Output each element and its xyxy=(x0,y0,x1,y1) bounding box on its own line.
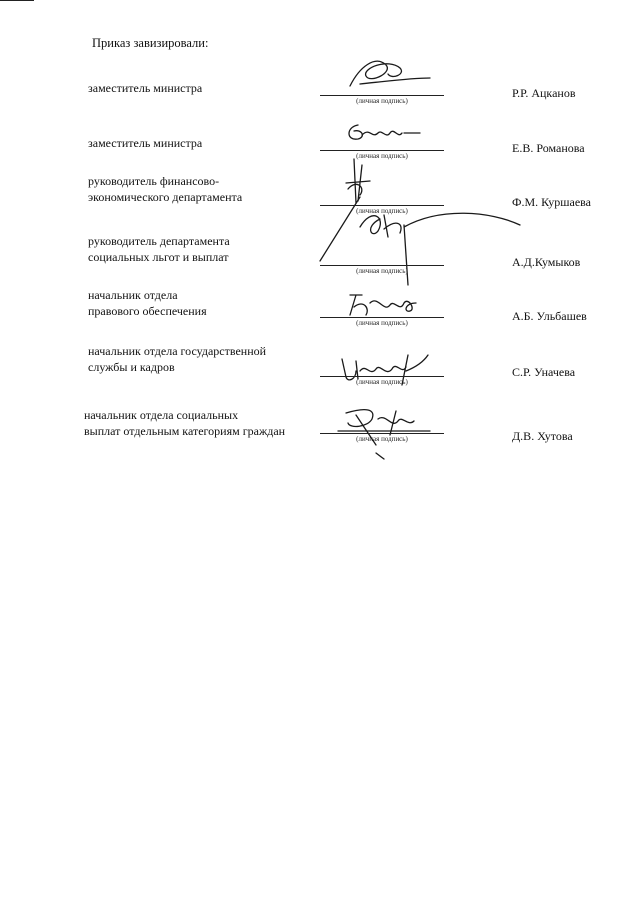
signature-caption: (личная подпись) xyxy=(356,319,408,327)
document-title: Приказ завизировали: xyxy=(92,36,209,50)
signature-line xyxy=(320,317,444,318)
approval-row xyxy=(0,343,640,403)
signature-mark xyxy=(344,289,424,319)
signature-caption: (личная подпись) xyxy=(356,97,408,105)
signer-role: заместитель министра xyxy=(88,81,203,95)
signer-role: начальник отдела государственной службы и кадров xyxy=(88,344,267,374)
signature-line xyxy=(320,376,444,377)
signature-caption: (личная подпись) xyxy=(356,207,408,215)
signature-line xyxy=(320,150,444,151)
signer-name: С.Р. Уначева xyxy=(512,365,576,379)
signature-line xyxy=(320,95,444,96)
approval-row xyxy=(0,233,640,293)
signer-name: Р.Р. Ацканов xyxy=(512,86,576,100)
signer-role: руководитель финансово- экономического департамента xyxy=(88,174,243,204)
signature-mark xyxy=(300,197,520,297)
signature-line xyxy=(320,433,444,434)
approval-row xyxy=(0,407,640,467)
signer-role: руководитель департамента социальных льгот и выплат xyxy=(88,234,230,264)
signer-role: начальник отдела социальных выплат отдельным категориям граждан xyxy=(84,408,286,438)
approval-row xyxy=(0,80,640,140)
approval-row xyxy=(0,287,640,347)
signer-name: Ф.М. Куршаева xyxy=(512,195,591,209)
signer-name: Д.В. Хутова xyxy=(512,429,573,443)
signer-role: заместитель министра xyxy=(88,136,203,150)
signer-role: начальник отдела правового обеспечения xyxy=(88,288,207,318)
signer-name: А.Б. Ульбашев xyxy=(512,309,587,323)
signer-name: Е.В. Романова xyxy=(512,141,585,155)
signature-caption: (личная подпись) xyxy=(356,267,408,275)
corner-mark xyxy=(0,0,34,1)
signature-mark xyxy=(340,56,430,92)
signer-name: А.Д.Кумыков xyxy=(512,255,581,269)
signature-mark xyxy=(340,117,430,147)
signature-caption: (личная подпись) xyxy=(356,378,408,386)
signature-caption: (личная подпись) xyxy=(356,435,408,443)
signature-caption: (личная подпись) xyxy=(356,152,408,160)
signature-line xyxy=(320,265,444,266)
